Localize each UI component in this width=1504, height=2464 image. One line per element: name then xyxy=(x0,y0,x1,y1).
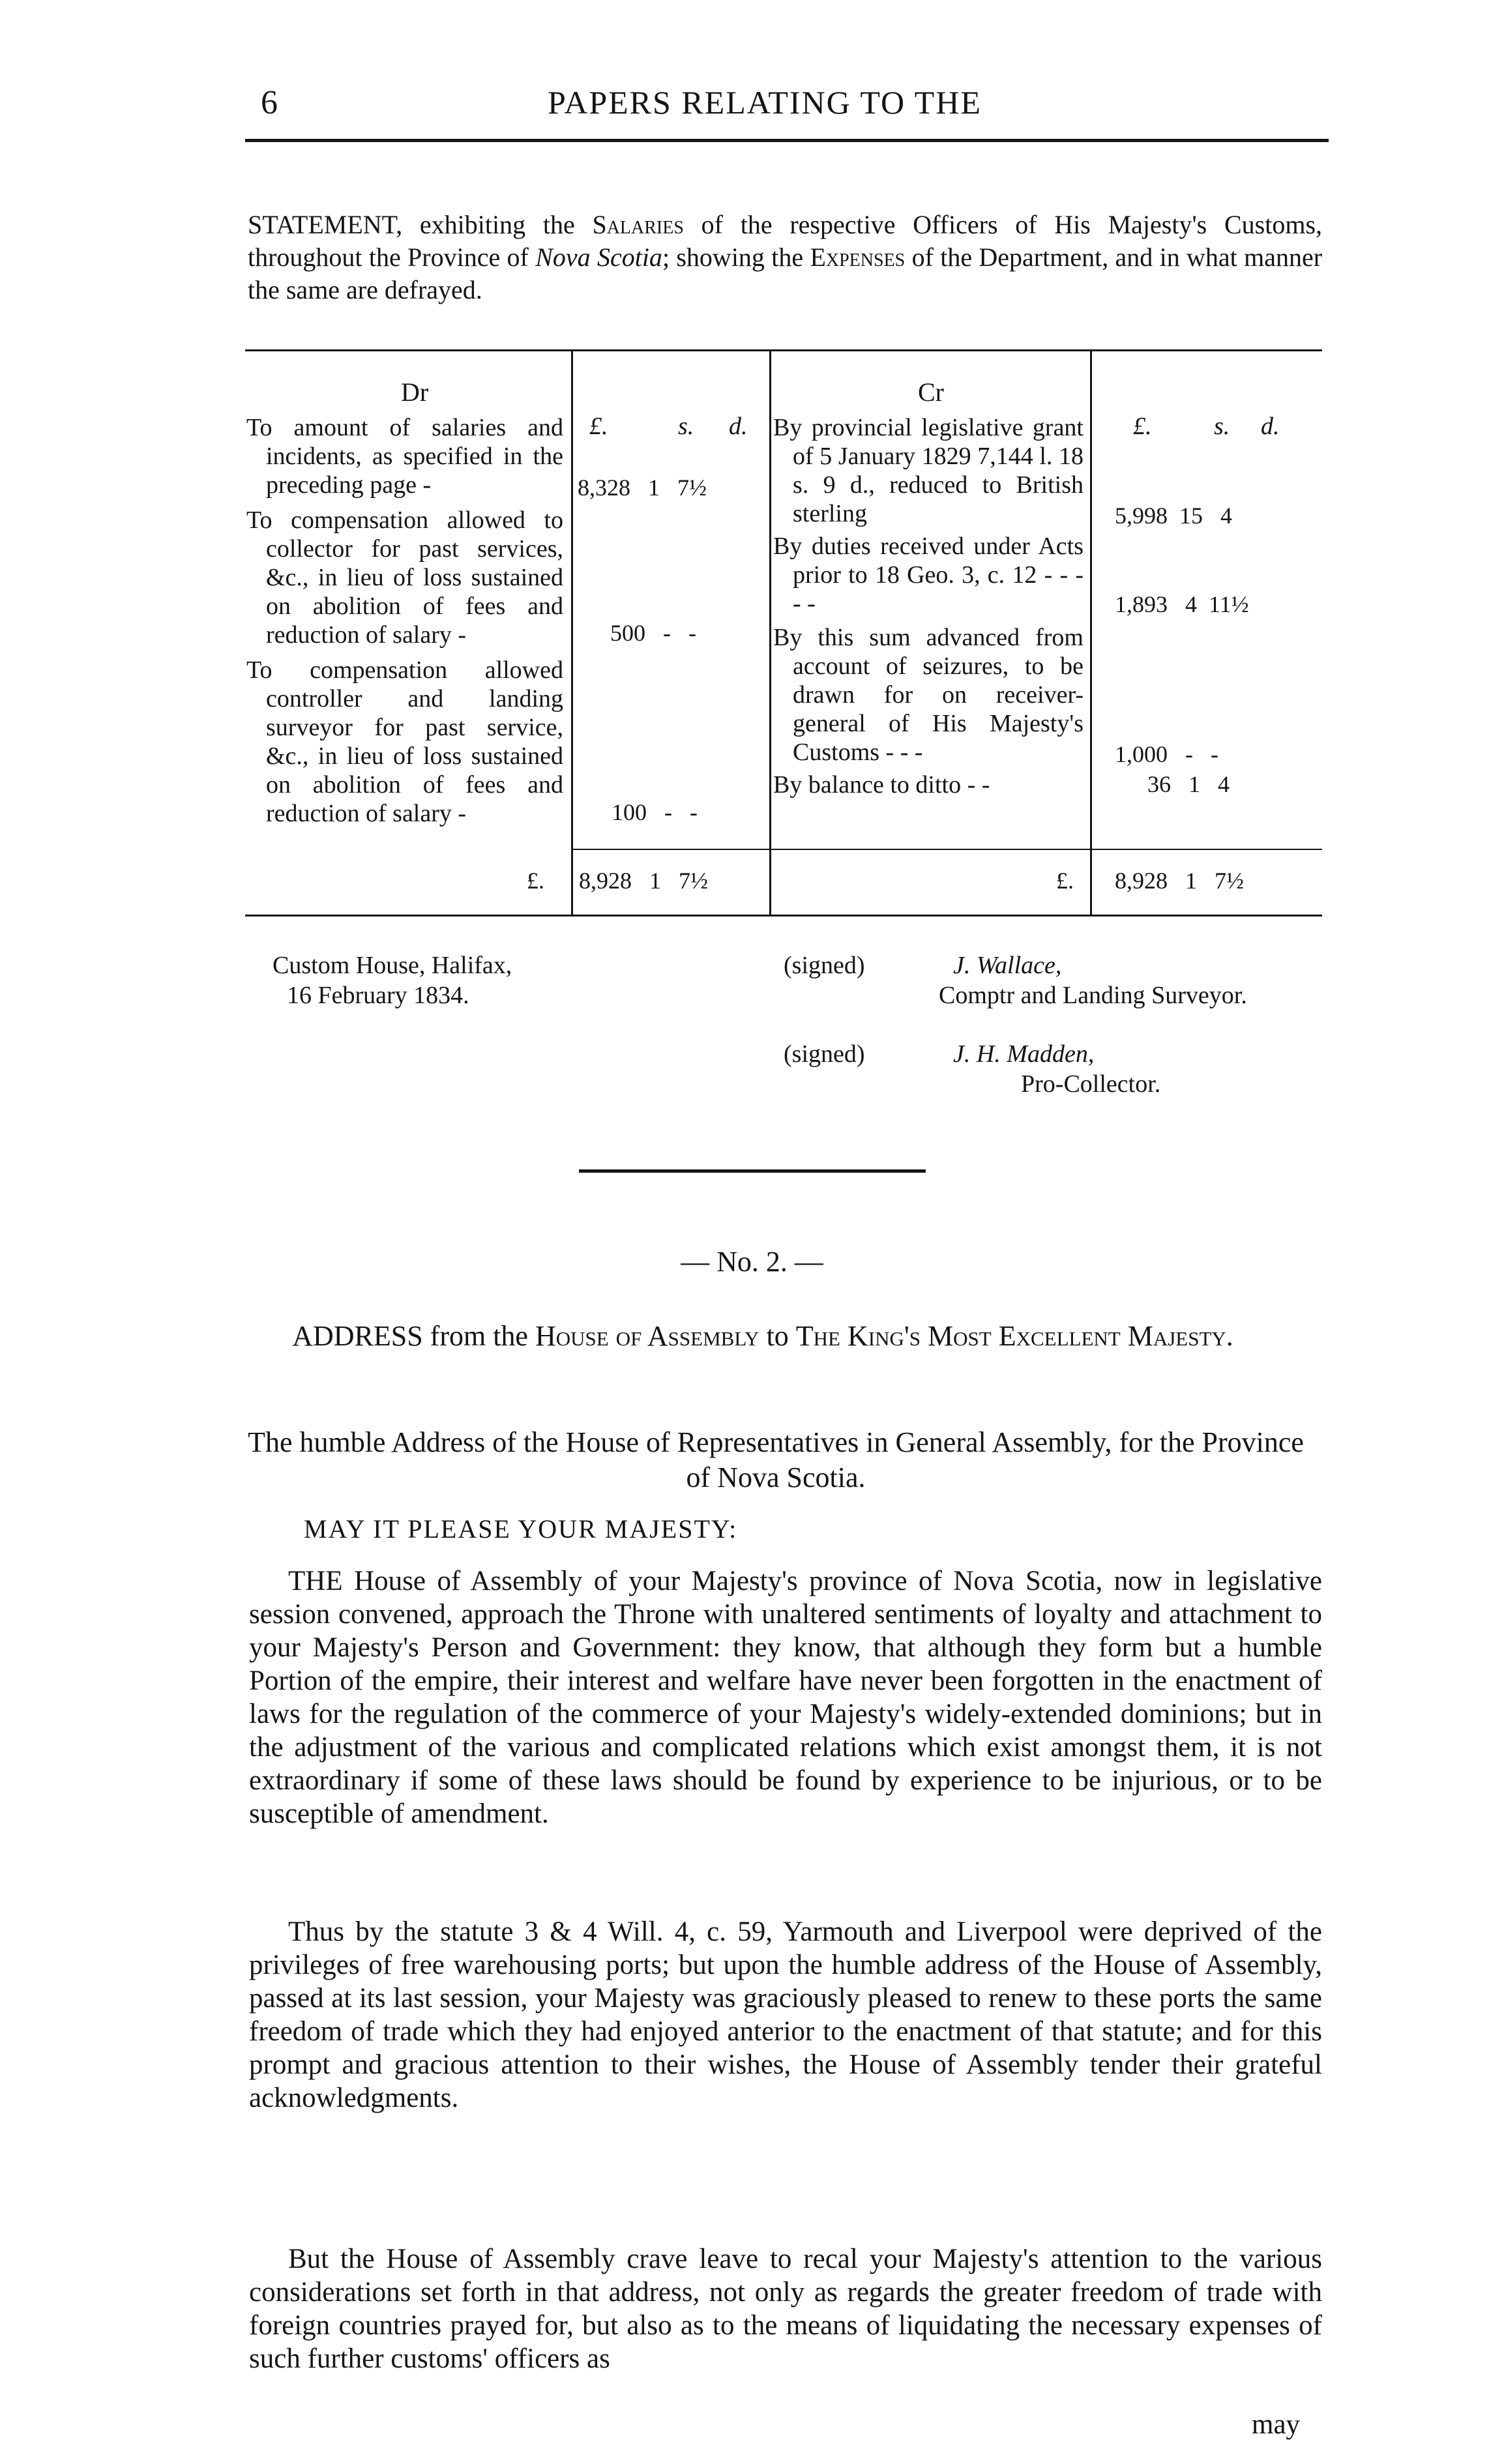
address-subtitle: The humble Address of the House of Representatives in General Assembly, for the Province of Nova Scotia. xyxy=(248,1426,1304,1493)
credit-unit-pounds: £. xyxy=(1133,413,1152,440)
address-title-d: The King's Most Excellent Majesty. xyxy=(795,1320,1233,1352)
credit-amount-1: 5,998 15 4 xyxy=(1115,503,1232,529)
table-bottom-rule xyxy=(245,915,1322,917)
paragraph-3: But the House of Assembly crave leave to recal your Majesty's attention to the various considerations set forth in that address, not only as regards the greater freedom of trade with foreign countries prayed for, but also as to the means of liquidating the necessary expenses of such further customs' officers as xyxy=(249,2244,1322,2374)
credit-total: 8,928 1 7½ xyxy=(1115,868,1244,894)
signed-label-1: (signed) xyxy=(784,952,865,979)
credit-amount-4: 36 1 4 xyxy=(1147,771,1230,797)
debit-item-2: To compensation allowed to collector for past services, &c., in lieu of loss sustained on abolition of fees and reduction of salary - xyxy=(246,506,563,649)
debit-item-1: To amount of salaries and incidents, as specified in the preceding page - xyxy=(246,414,563,499)
debit-unit-shillings: s. xyxy=(678,413,694,440)
credit-total-label: £. xyxy=(1056,868,1074,894)
statement-part2: of the respective Officers of His Majesty's Customs, throughout the Province of xyxy=(248,210,1323,272)
address-title-c: to xyxy=(766,1320,789,1352)
table-top-rule xyxy=(245,349,1322,351)
debit-unit-pounds: £. xyxy=(589,413,608,440)
signed-label-2: (signed) xyxy=(784,1040,865,1068)
statement-expenses: Expenses xyxy=(810,242,906,272)
statement-province: Nova Scotia xyxy=(535,242,662,272)
credit-item-4: By balance to ditto - - xyxy=(773,771,990,799)
credit-item-3: By this sum advanced from account of seizures, to be drawn for on receiver-general of His Majesty's Customs - - - xyxy=(773,624,1084,766)
signer-name-1-text: J. Wallace, xyxy=(953,952,1062,979)
signer-title-2: Pro-Collector. xyxy=(1021,1070,1161,1098)
debit-amount-2: 500 - - xyxy=(610,620,696,646)
debit-unit-pence: d. xyxy=(729,413,748,440)
signer-name-1 xyxy=(953,950,1061,980)
debit-header: Dr xyxy=(401,377,429,407)
table-divider-3 xyxy=(1090,351,1092,915)
signature-date: 16 February 1834. xyxy=(287,982,469,1009)
credit-amount-3: 1,000 - - xyxy=(1115,741,1218,767)
table-divider-2 xyxy=(769,351,771,915)
address-title xyxy=(274,1318,1252,1355)
paragraph-1: THE House of Assembly of your Majesty's province of Nova Scotia, now in legislative session convened, approach the Throne with unaltered sentiments of loyalty and attachment to your Majesty's Person and Government: they know, that although they form but a humble Portion of the empire, their interest and welfare have never been forgotten in the enactment of laws for the regulation of the commerce of your Majesty's widely-extended dominions; but in the adjustment of the various and complicated relations which exist amongst them, it is not extraordinary if some of these laws should be found by experience to be injurious, or to be susceptible of amendment. xyxy=(249,1566,1322,1829)
catchword: may xyxy=(1252,2409,1301,2440)
credit-header: Cr xyxy=(918,377,944,407)
debit-amount-3: 100 - - xyxy=(612,799,698,825)
address-title-b: House of Assembly xyxy=(535,1320,759,1352)
debit-amount-1: 8,328 1 7½ xyxy=(578,475,707,501)
address-number: — No. 2. — xyxy=(681,1246,823,1278)
signature-place: Custom House, Halifax, xyxy=(273,952,512,979)
signer-title-1: Comptr and Landing Surveyor. xyxy=(939,982,1247,1009)
debit-total: 8,928 1 7½ xyxy=(579,868,708,894)
credit-unit-pence: d. xyxy=(1261,413,1280,440)
running-head: PAPERS RELATING TO THE xyxy=(548,84,982,121)
paragraph-2: Thus by the statute 3 & 4 Will. 4, c. 59, Yarmouth and Liverpool were deprived of the privileges of free warehousing ports; but upon the humble address of the House of Assembly, passed at its last session, your Majesty was graciously pleased to renew to these ports the same freedom of trade which they had enjoyed anterior to the enactment of that statute; and for this prompt and gracious attention to their wishes, the House of Assembly tender their grateful acknowledgments. xyxy=(249,1916,1322,2113)
credit-item-2: By duties received under Acts prior to 18 Geo. 3, c. 12 - - - - - xyxy=(773,533,1084,617)
statement-part3: ; showing the xyxy=(662,242,804,272)
debit-total-label: £. xyxy=(527,868,544,894)
credit-amount-2: 1,893 4 11½ xyxy=(1115,591,1249,617)
statement-salaries: Salaries xyxy=(592,210,684,239)
credit-unit-shillings: s. xyxy=(1214,413,1230,440)
debit-item-3: To compensation allowed controller and landing surveyor for past service, &c., in lieu of loss sustained on abolition of fees and reduction of salary - xyxy=(246,656,563,827)
statement-lead: STATEMENT, exhibiting the xyxy=(248,210,575,239)
page-number: 6 xyxy=(261,84,278,121)
statement-part4: of the Department, and in what manner the same are defrayed. xyxy=(248,242,1323,304)
address-title-a: ADDRESS from the xyxy=(292,1320,528,1352)
table-divider-1 xyxy=(571,351,573,915)
section-rule xyxy=(579,1169,926,1173)
salutation: MAY IT PLEASE YOUR MAJESTY: xyxy=(304,1514,738,1544)
table-total-rule xyxy=(571,849,1322,850)
signer-name-2-text: J. H. Madden, xyxy=(953,1040,1095,1068)
statement-heading xyxy=(248,209,1322,306)
credit-item-1: By provincial legislative grant of 5 January 1829 7,144 l. 18 s. 9 d., reduced to British sterling xyxy=(773,414,1084,527)
signer-name-2 xyxy=(953,1039,1094,1069)
header-rule xyxy=(245,139,1329,142)
